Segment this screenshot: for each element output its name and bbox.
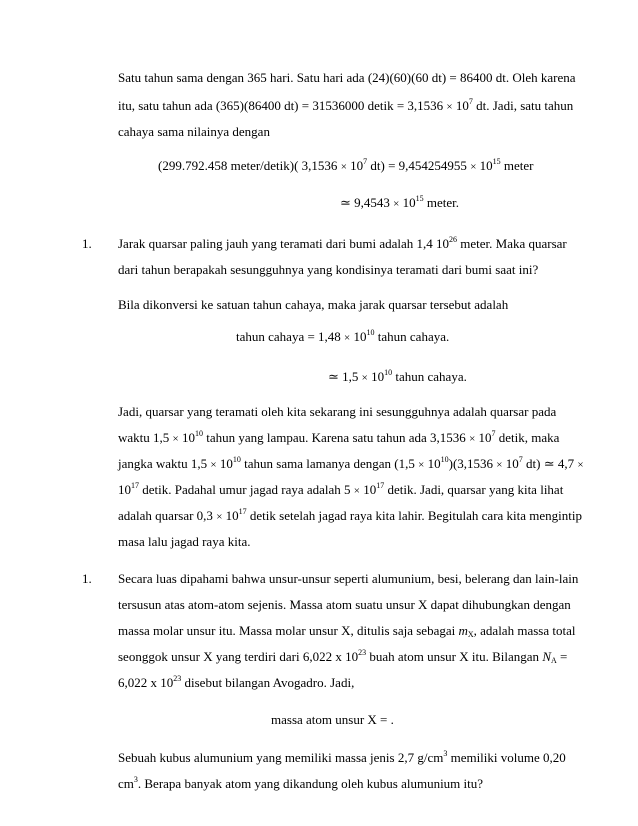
text: buah atom unsur X itu. Bilangan bbox=[366, 649, 543, 664]
approx-symbol: ≃ bbox=[340, 195, 351, 210]
text: 9,4543 bbox=[350, 195, 394, 210]
item1-equation3 bbox=[236, 329, 449, 346]
times-symbol: × bbox=[418, 459, 425, 471]
text: 10 bbox=[427, 456, 441, 471]
text: seonggok unsur X yang terdiri dari 6,022 x 10 bbox=[118, 649, 359, 664]
item1-answer-line2 bbox=[118, 430, 559, 447]
times-symbol: × bbox=[446, 101, 453, 113]
text: itu, satu tahun ada (365)(86400 dt) = 31536000 detik = 3,1536 bbox=[118, 98, 447, 113]
text: tahun cahaya. bbox=[374, 329, 450, 344]
text: tersusun atas atom-atom sejenis. Massa atom suatu unsur X dapat dihubungkan dengan bbox=[118, 597, 571, 612]
times-symbol: × bbox=[496, 459, 503, 471]
text: cahaya sama nilainya dengan bbox=[118, 124, 270, 139]
item2-line4 bbox=[118, 649, 567, 665]
exponent: 10 bbox=[384, 368, 393, 377]
text: 10 bbox=[479, 158, 493, 173]
para1-line1 bbox=[118, 70, 576, 86]
exponent: 10 bbox=[440, 455, 449, 464]
text: 10 bbox=[363, 482, 377, 497]
subscript: A bbox=[550, 656, 557, 665]
subscript: X bbox=[467, 630, 474, 639]
text: detik setelah jagad raya kita lahir. Begitulah cara kita mengintip bbox=[246, 508, 583, 523]
text: massa atom unsur X = . bbox=[271, 712, 394, 727]
item1-question-line2 bbox=[118, 262, 538, 278]
text: massa molar unsur itu. Massa molar unsur X, ditulis saja sebagai bbox=[118, 623, 459, 638]
exponent: 17 bbox=[376, 481, 385, 490]
item2-equation bbox=[271, 712, 394, 728]
approx-symbol: ≃ bbox=[328, 369, 339, 384]
text: meter. Maka quarsar bbox=[457, 236, 567, 251]
text: = bbox=[556, 649, 568, 664]
text: Satu tahun sama dengan 365 hari. Satu hari ada (24)(60)(60 dt) = 86400 dt. Oleh karena bbox=[118, 70, 576, 85]
text: Jarak quarsar paling jauh yang teramati dari bumi adalah 1,4 10 bbox=[118, 236, 450, 251]
item1-answer-line5 bbox=[118, 508, 582, 525]
exponent: 10 bbox=[195, 429, 203, 438]
times-symbol: × bbox=[470, 161, 477, 173]
para1-equation1 bbox=[158, 158, 534, 175]
text: Sebuah kubus alumunium yang memiliki massa jenis 2,7 g/cm bbox=[118, 750, 444, 765]
text: dt) bbox=[522, 456, 544, 471]
para1-line2 bbox=[118, 98, 573, 115]
text: 10 bbox=[350, 158, 364, 173]
approx-symbol: ≃ bbox=[543, 456, 555, 471]
exponent: 10 bbox=[366, 328, 375, 337]
text: dari tahun berapakah sesungguhnya yang kondisinya teramati dari bumi saat ini? bbox=[118, 262, 539, 277]
exponent: 7 bbox=[363, 157, 368, 166]
text: disebut bilangan Avogadro. Jadi, bbox=[181, 675, 355, 690]
text: detik, maka bbox=[495, 430, 560, 445]
item1-equation4 bbox=[328, 369, 467, 386]
times-symbol: × bbox=[210, 459, 217, 471]
text: tahun cahaya = 1,48 bbox=[236, 329, 345, 344]
para1-line3 bbox=[118, 124, 270, 140]
text: 4,7 bbox=[554, 456, 578, 471]
item2-line3 bbox=[118, 623, 575, 639]
exponent: 7 bbox=[518, 455, 523, 464]
italic-symbol: m bbox=[458, 623, 468, 638]
item2-line1 bbox=[118, 571, 578, 587]
list-number: 1. bbox=[82, 236, 92, 251]
text: dt) = 9,454254955 bbox=[367, 158, 471, 173]
text: 10 bbox=[402, 195, 416, 210]
text: 10 bbox=[353, 329, 367, 344]
text: 10 bbox=[505, 456, 519, 471]
text: waktu 1,5 bbox=[118, 430, 173, 445]
exponent: 15 bbox=[415, 194, 424, 203]
text: 10 bbox=[219, 456, 233, 471]
exponent: 7 bbox=[491, 429, 496, 438]
exponent: 10 bbox=[232, 455, 241, 464]
text: Secara luas dipahami bahwa unsur-unsur seperti alumunium, besi, belerang dan lain-lain bbox=[118, 571, 579, 586]
italic-symbol: N bbox=[542, 649, 551, 664]
exponent: 17 bbox=[131, 481, 139, 490]
times-symbol: × bbox=[353, 485, 360, 497]
item2-question-line2 bbox=[118, 776, 483, 792]
item1-answer-line3 bbox=[118, 456, 584, 473]
times-symbol: × bbox=[393, 198, 400, 210]
exponent: 26 bbox=[449, 235, 458, 244]
para1-equation2 bbox=[340, 195, 459, 212]
text: . Berapa banyak atom yang dikandung oleh kubus alumunium itu? bbox=[137, 776, 484, 791]
times-symbol: × bbox=[340, 161, 347, 173]
exponent: 3 bbox=[133, 775, 138, 784]
item1-answer-line1 bbox=[118, 404, 556, 420]
item2-line2 bbox=[118, 597, 571, 613]
item1-answer-line4 bbox=[118, 482, 563, 499]
item2-line5 bbox=[118, 675, 354, 691]
text: )(3,1536 bbox=[448, 456, 497, 471]
text: memiliki volume 0,20 bbox=[447, 750, 566, 765]
text: jangka waktu 1,5 bbox=[118, 456, 211, 471]
text: dt. Jadi, satu tahun bbox=[472, 98, 574, 113]
text: detik. Padahal umur jagad raya adalah 5 bbox=[139, 482, 354, 497]
times-symbol: × bbox=[577, 459, 584, 471]
exponent: 23 bbox=[358, 648, 367, 657]
exponent: 17 bbox=[238, 507, 247, 516]
exponent: 15 bbox=[492, 157, 501, 166]
text: 10 bbox=[225, 508, 239, 523]
text: masa lalu jagad raya kita. bbox=[118, 534, 251, 549]
text: 10 bbox=[371, 369, 385, 384]
text: tahun yang lampau. Karena satu tahun ada 3,1536 bbox=[203, 430, 470, 445]
text: tahun cahaya. bbox=[392, 369, 467, 384]
times-symbol: × bbox=[469, 433, 476, 445]
text: Jadi, quarsar yang teramati oleh kita sekarang ini sesungguhnya adalah quarsar pada bbox=[118, 404, 557, 419]
text: cm bbox=[118, 776, 134, 791]
text: detik. Jadi, quarsar yang kita lihat bbox=[384, 482, 564, 497]
text: 6,022 x 10 bbox=[118, 675, 174, 690]
times-symbol: × bbox=[216, 511, 223, 523]
list-number: 1. bbox=[82, 571, 92, 586]
item1-question-line1 bbox=[118, 236, 567, 252]
text: Bila dikonversi ke satuan tahun cahaya, maka jarak quarsar tersebut adalah bbox=[118, 297, 509, 312]
exponent: 7 bbox=[468, 97, 473, 106]
text: 10 bbox=[455, 98, 469, 113]
text: 1,5 bbox=[338, 369, 362, 384]
times-symbol: × bbox=[361, 372, 368, 384]
text: meter. bbox=[423, 195, 460, 210]
text: tahun sama lamanya dengan (1,5 bbox=[240, 456, 419, 471]
text: 10 bbox=[118, 482, 131, 497]
text: 10 bbox=[478, 430, 492, 445]
times-symbol: × bbox=[172, 433, 179, 445]
text: (299.792.458 meter/detik)( 3,1536 bbox=[158, 158, 341, 173]
text: adalah quarsar 0,3 bbox=[118, 508, 217, 523]
text: 10 bbox=[182, 430, 195, 445]
text: , adalah massa total bbox=[473, 623, 576, 638]
exponent: 3 bbox=[443, 749, 448, 758]
item1-answer-line6 bbox=[118, 534, 250, 550]
times-symbol: × bbox=[344, 332, 351, 344]
item2-question-line1 bbox=[118, 750, 566, 766]
exponent: 23 bbox=[173, 674, 182, 683]
text: meter bbox=[500, 158, 534, 173]
item1-conversion bbox=[118, 297, 508, 313]
